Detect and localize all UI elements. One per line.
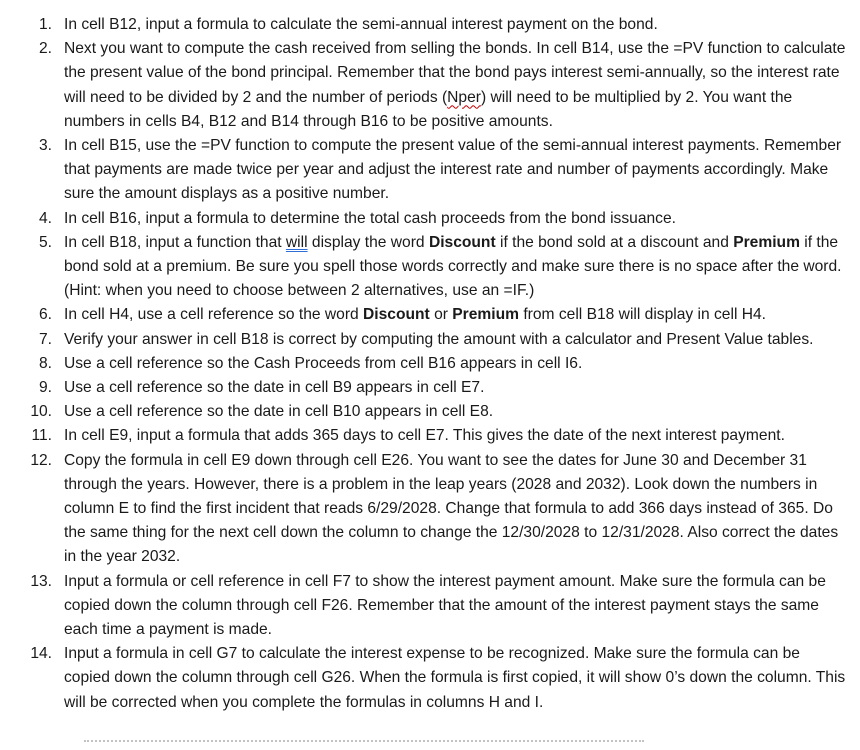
- item-number: 3.: [38, 137, 52, 155]
- bold-term: Premium: [452, 306, 520, 324]
- list-item: [0, 231, 860, 304]
- list-item: [0, 207, 860, 231]
- list-item: [0, 134, 860, 207]
- list-item: [0, 376, 860, 400]
- item-number: 5.: [38, 233, 52, 251]
- item-text: Use a cell reference so the date in cell B10 appears in cell E8.: [64, 403, 494, 421]
- item-text: Input a formula or cell reference in cell F7 to show the interest payment amount. Make sure the formula can be copied down the column through cell F26. Remember that the amount of the interest payment stays the same each time a payment is made.: [64, 572, 826, 639]
- item-text: Next you want to compute the cash received from selling the bonds. In cell B14, use the =PV function to calculate the present value of the bond principal. Remember that the bond pays interest semi-annually, so the interest rate will need to be divided by 2 and the number of periods (: [64, 40, 846, 106]
- item-text: Copy the formula in cell E9 down through cell E26. You want to see the dates for June 30 and December 31 through the years. However, there is a problem in the leap years (2028 and 2032). Look down the numbers in column E to find the first incident that reads 6/29/2028. Change that formula to add 366 days instead of 365. Do the same thing for the next cell down the column to change the 12/30/2028 to 12/31/2028. Also correct the dates in the year 2032.: [64, 451, 839, 566]
- item-text: if the bond sold at a premium. Be sure you spell those words correctly and make sure there is no space after the word. (Hint: when you need to choose between 2 alternatives, use an =IF.): [64, 233, 842, 300]
- list-item: [0, 37, 860, 134]
- list-item: [0, 303, 860, 327]
- item-number: 13.: [30, 572, 52, 590]
- item-number: 9.: [38, 379, 52, 397]
- item-text: or: [429, 306, 453, 324]
- item-number: 11.: [31, 427, 52, 445]
- item-number: 2.: [38, 40, 52, 58]
- item-text: display the word: [307, 233, 429, 251]
- item-number: 14.: [30, 645, 52, 663]
- item-text: In cell H4, use a cell reference so the word: [64, 306, 364, 324]
- item-text: In cell E9, input a formula that adds 365 days to cell E7. This gives the date of the next interest payment.: [64, 427, 785, 445]
- item-number: 4.: [38, 209, 52, 227]
- item-text: from cell B18 will display in cell H4.: [519, 306, 767, 324]
- item-number: 10.: [30, 403, 52, 421]
- bold-term: Discount: [363, 306, 430, 324]
- list-item: [0, 352, 860, 376]
- item-text: In cell B12, input a formula to calculate the semi-annual interest payment on the bond.: [64, 16, 658, 33]
- item-text: In cell B15, use the =PV function to compute the present value of the semi-annual interest payments. Remember that payments are made twice per year and adjust the interest rate and number of payments accordingly. Make sure the amount displays as a positive number.: [64, 137, 842, 203]
- list-item: [0, 449, 860, 570]
- list-item: [0, 642, 860, 715]
- item-text: Use a cell reference so the date in cell B9 appears in cell E7.: [64, 379, 485, 397]
- item-text: In cell B16, input a formula to determine the total cash proceeds from the bond issuance.: [64, 209, 676, 227]
- grammar-flagged-word: will: [285, 233, 308, 251]
- item-text: if the bond sold at a discount and: [495, 233, 734, 251]
- next-line-cutoff: [64, 740, 844, 750]
- item-text: In cell B18, input a function that: [64, 233, 286, 251]
- list-item: [0, 424, 860, 448]
- instruction-document: [0, 13, 860, 715]
- item-text: Use a cell reference so the Cash Proceeds from cell B16 appears in cell I6.: [64, 354, 583, 372]
- bold-term: Discount: [428, 233, 496, 251]
- bold-term: Premium: [733, 233, 800, 251]
- list-item: [0, 328, 860, 352]
- item-number: 1.: [38, 16, 52, 33]
- item-text: Input a formula in cell G7 to calculate the interest expense to be recognized. Make sure the formula can be copied down the column through cell G26. When the formula is first copied, it will show 0’s down the column. This will be corrected when you complete the formulas in columns H and I.: [64, 645, 846, 711]
- item-text: ) will need to be multiplied by 2. You want the numbers in cells B4, B12 and B14 through B16 to be positive amounts.: [64, 88, 793, 130]
- item-text: Verify your answer in cell B18 is correct by computing the amount with a calculator and Present Value tables.: [64, 330, 814, 348]
- item-number: 7.: [38, 330, 52, 348]
- list-item: [0, 570, 860, 643]
- spellcheck-flagged-word: Nper: [447, 88, 481, 106]
- item-number: 12.: [30, 451, 52, 469]
- item-number: 6.: [38, 306, 52, 324]
- list-item: [0, 13, 860, 37]
- item-number: 8.: [38, 354, 52, 372]
- list-item: [0, 400, 860, 424]
